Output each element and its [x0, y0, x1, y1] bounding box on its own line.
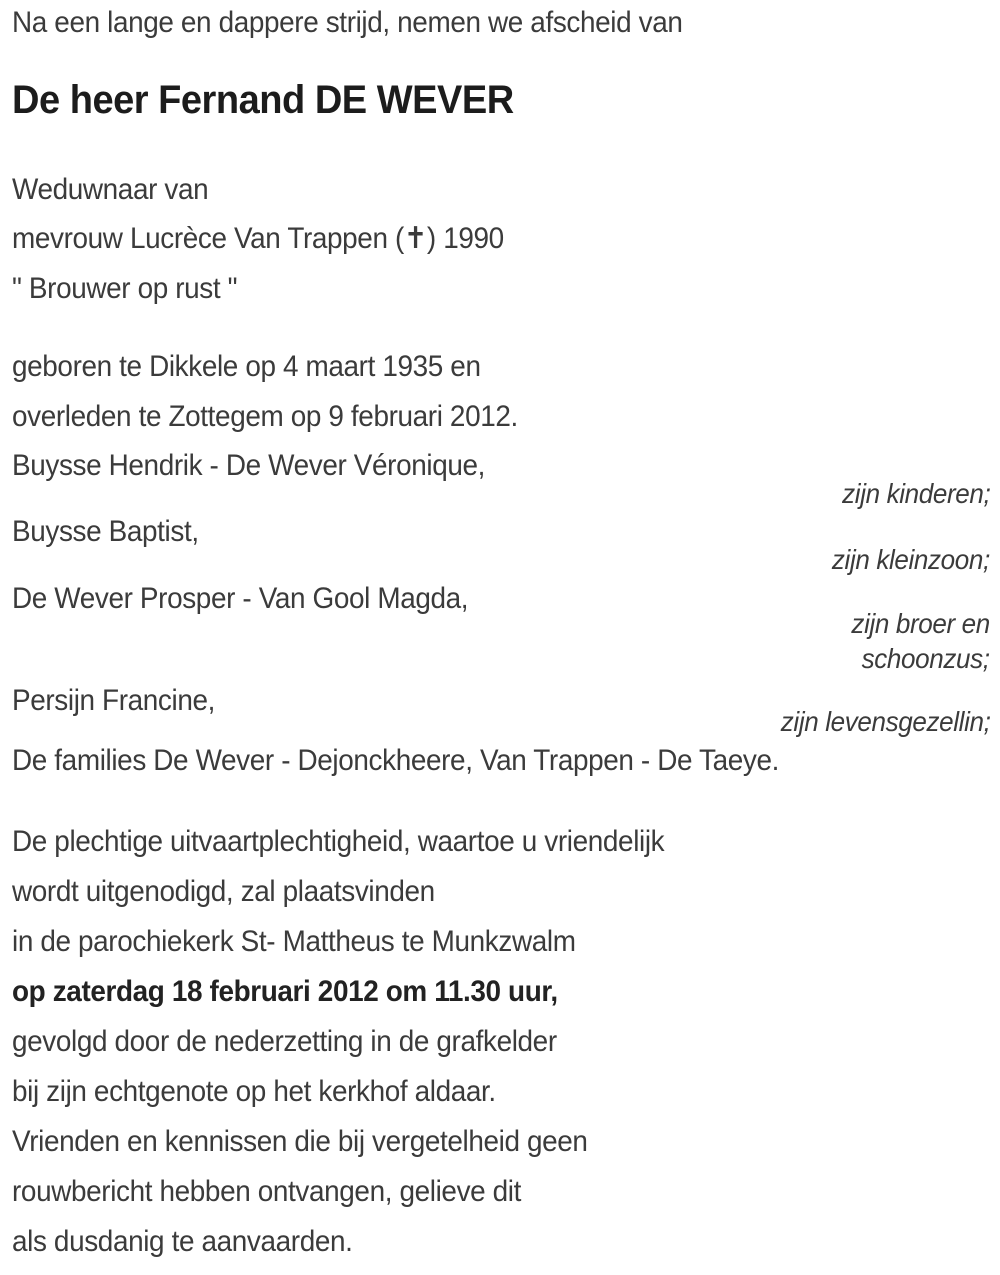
intro-line: Na een lange en dappere strijd, nemen we afscheid van: [12, 6, 683, 39]
burial-line-2: bij zijn echtgenote op het kerkhof aldaar.: [12, 1075, 496, 1108]
relation-label-grandson: zijn kleinzoon;: [832, 544, 990, 575]
spouse-line: mevrouw Lucrèce Van Trappen (✝) 1990: [12, 222, 504, 255]
notice-line-2: rouwbericht hebben ontvangen, gelieve dit: [12, 1175, 522, 1208]
relation-label-brother-2: schoonzus;: [861, 643, 990, 674]
relation-label-partner: zijn levensgezellin;: [780, 706, 990, 737]
burial-line-1: gevolgd door de nederzetting in de grafkelder: [12, 1025, 557, 1058]
relative-names-grandson: Buysse Baptist,: [12, 515, 199, 548]
ceremony-invite-line-3: in de parochiekerk St- Mattheus te Munkzwalm: [12, 925, 576, 958]
widower-label: Weduwnaar van: [12, 173, 209, 206]
ceremony-datetime-line: op zaterdag 18 februari 2012 om 11.30 uur,: [12, 975, 558, 1008]
deceased-name-title: De heer Fernand DE WEVER: [12, 78, 514, 122]
relation-label-children: zijn kinderen;: [841, 478, 990, 509]
notice-line-1: Vrienden en kennissen die bij vergetelheid geen: [12, 1125, 588, 1158]
profession-line: " Brouwer op rust ": [12, 272, 238, 305]
relative-names-children: Buysse Hendrik - De Wever Véronique,: [12, 449, 486, 482]
ceremony-invite-line-2: wordt uitgenodigd, zal plaatsvinden: [12, 875, 435, 908]
ceremony-invite-line-1: De plechtige uitvaartplechtigheid, waartoe u vriendelijk: [12, 825, 665, 858]
notice-line-3: als dusdanig te aanvaarden.: [12, 1225, 353, 1258]
born-line: geboren te Dikkele op 4 maart 1935 en: [12, 350, 481, 383]
relative-names-brother: De Wever Prosper - Van Gool Magda,: [12, 582, 469, 615]
families-line: De families De Wever - Dejonckheere, Van Trappen - De Taeye.: [12, 744, 780, 777]
relative-names-partner: Persijn Francine,: [12, 684, 216, 717]
relation-label-brother-1: zijn broer en: [851, 608, 990, 639]
died-line: overleden te Zottegem op 9 februari 2012.: [12, 400, 518, 433]
